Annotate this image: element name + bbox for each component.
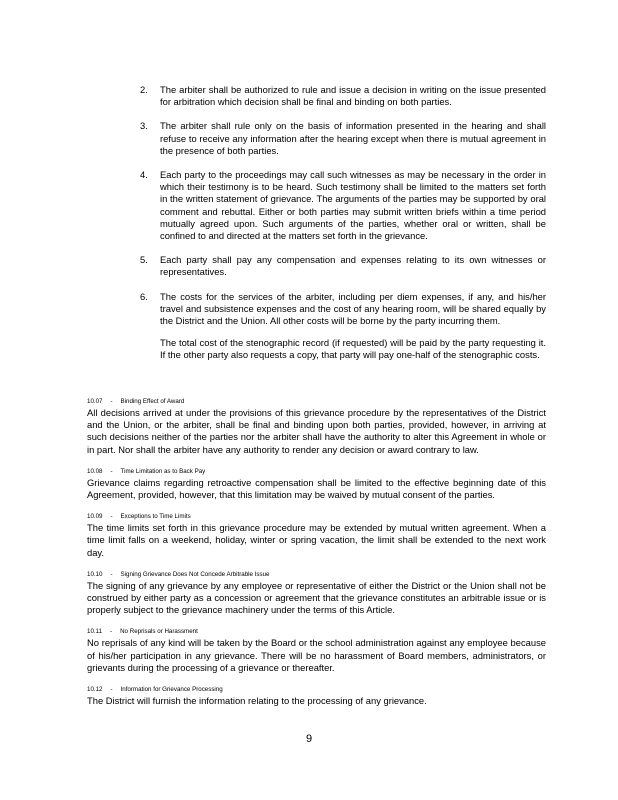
section-heading [87,467,546,476]
list-item [140,120,546,157]
section-body: The time limits set forth in this grievance procedure may be extended by mutual written agreement. When a time limit falls on a weekend, holiday, winter or spring vacation, the limit shall be extended to the next work day. [87,522,546,558]
section-10-11 [87,627,546,674]
section-title: Signing Grievance Does Not Concede Arbitrable Issue [120,570,270,578]
section-title: Exceptions to Time Limits [120,513,191,521]
section-number: 10.07 [87,398,103,405]
list-item-text: The arbiter shall rule only on the basis of information presented in the hearing and shall refuse to receive any information after the hearing except when there is mutual agreement in the presence of both parties. [160,120,546,156]
numbered-list [140,84,546,374]
section-body: Grievance claims regarding retroactive compensation shall be limited to the effective beginning date of this Agreement, provided, however, that this limitation may be waived by mutual consent of the parties. [87,476,546,501]
section-heading [87,627,546,636]
section-dash: - [110,686,113,694]
section-body: The signing of any grievance by any employee or representative of either the District or the Union shall not be construed by either party as a concession or agreement that the grievance constitutes an arbitrable issue or is properly subject to the grievance machinery under the terms of this Article. [87,579,546,616]
list-item-number: 3. [140,120,148,132]
list-item-number: 4. [140,169,148,181]
list-item-text: The costs for the services of the arbiter, including per diem expenses, if any, and his/her travel and subsistence expenses and the cost of any hearing room, will be shared equally by the District and the Union. All other costs will be borne by the party incurring them. [160,290,546,327]
section-heading [87,397,546,406]
section-title: Information for Grievance Processing [120,686,223,694]
section-dash: - [110,398,113,405]
list-item [140,254,546,278]
list-item-text: Each party to the proceedings may call such witnesses as may be necessary in the order in which their testimony is to be heard. Such testimony shall be limited to the matters set forth in the written statement of grievance. The arguments of the parties may be supported by oral comment and rebuttal. Either or both parties may submit written briefs within a time period mutually agreed upon. Such arguments of the parties, whether oral or written, shall be confined to and directed at the matters set forth in the grievance. [160,169,546,242]
section-heading [87,685,546,694]
list-item [140,169,546,242]
list-item-text: Each party shall pay any compensation and expenses relating to its own witnesses or representatives. [160,254,546,278]
section-number: 10.09 [87,513,103,521]
list-item [140,291,546,362]
section-title: Binding Effect of Award [120,398,185,405]
section-number: 10.12 [87,686,103,694]
section-body: No reprisals of any kind will be taken by the Board or the school administration against any employee because of his/her participation in any grievance. There will be no harassment of Board members, administrators, or grievants during the processing of a grievance or thereafter. [87,637,546,673]
list-item-text: The arbiter shall be authorized to rule and issue a decision in writing on the issue presented for arbitration which decision shall be final and binding on both parties. [160,84,546,108]
list-item-number: 5. [140,254,148,266]
section-dash: - [110,467,113,475]
section-10-12 [87,685,546,707]
page-number: 9 [305,733,313,745]
section-dash: - [110,513,113,521]
section-dash: - [110,628,113,636]
section-title: Time Limitation as to Back Pay [120,467,206,475]
section-number: 10.08 [87,467,103,475]
section-body: All decisions arrived at under the provisions of this grievance procedure by the representatives of the District and the Union, or the arbiter, shall be final and binding upon both parties, provided, however, in arriving at such decisions neither of the parties nor the arbiter shall have the authority to alter this Agreement in whole or in part. Nor shall the arbiter have any authority to render any decision or award contrary to law. [87,407,546,455]
section-dash: - [110,570,113,578]
section-number: 10.10 [87,570,103,578]
section-number: 10.11 [87,628,103,636]
section-10-07 [87,397,546,456]
section-heading [87,570,546,579]
section-10-09 [87,512,546,559]
list-item [140,84,546,108]
section-10-08 [87,467,546,501]
section-10-10 [87,570,546,617]
section-title: No Reprisals or Harassment [120,628,198,636]
list-item-continuation: The total cost of the stenographic record (if requested) will be paid by the party requesting it. If the other party also requests a copy, that party will pay one-half of the stenographic costs. [160,337,546,361]
sections [87,397,546,718]
list-item-number: 6. [140,290,148,302]
list-item-number: 2. [140,84,148,95]
section-body: The District will furnish the information relating to the processing of any grievance. [87,695,427,707]
section-heading [87,512,546,521]
